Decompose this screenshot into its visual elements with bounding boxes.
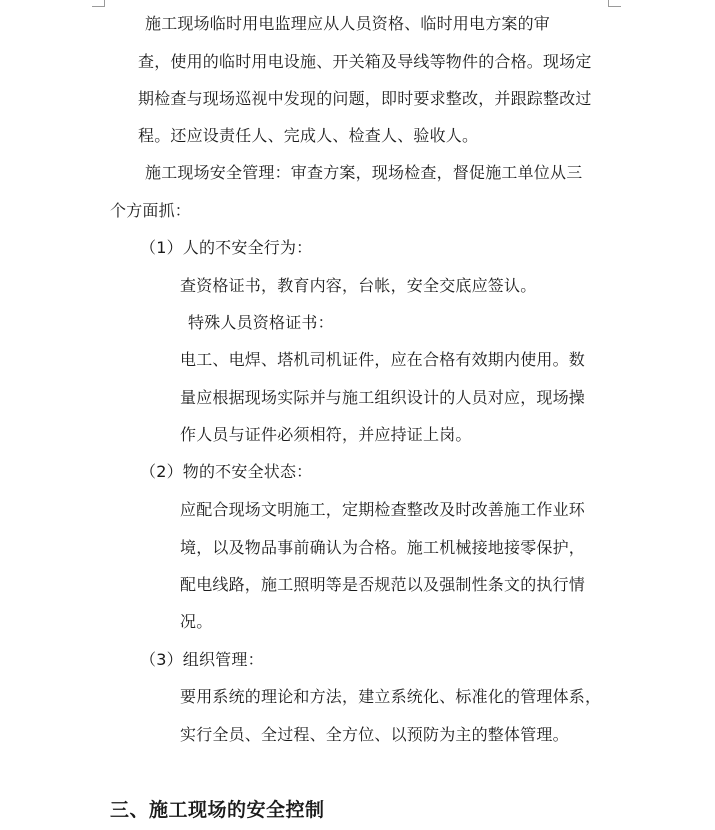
page-corner-mark-left [92, 0, 105, 7]
list-item-2-title: （2）物的不安全状态： [140, 462, 313, 481]
list-item-3-title: （3）组织管理： [140, 650, 264, 669]
list-item-1-title: （1）人的不安全行为： [140, 238, 313, 257]
list-item-2-text-4: 况。 [180, 612, 213, 631]
paragraph-line-1: 施工现场临时用电监理应从人员资格、临时用电方案的审 [145, 14, 551, 33]
list-item-1-text-1: 查资格证书，教育内容，台帐，安全交底应签认。 [180, 276, 537, 295]
list-item-3-text-1: 要用系统的理论和方法，建立系统化、标准化的管理体系， [180, 687, 602, 706]
list-item-1-text-5: 作人员与证件必须相符，并应持证上岗。 [180, 425, 472, 444]
section-heading: 三、施工现场的安全控制 [110, 799, 325, 821]
list-item-2-text-1: 应配合现场文明施工，定期检查整改及时改善施工作业环 [180, 500, 586, 519]
list-item-2-text-3: 配电线路，施工照明等是否规范以及强制性条文的执行情 [180, 575, 586, 594]
list-item-2-text-2: 境，以及物品事前确认为合格。施工机械接地接零保护， [180, 538, 586, 557]
page-corner-mark-right [608, 0, 621, 7]
paragraph-line-5: 施工现场安全管理：审查方案，现场检查，督促施工单位从三 [145, 163, 583, 182]
list-item-3-text-2: 实行全员、全过程、全方位、以预防为主的整体管理。 [180, 725, 569, 744]
list-item-1-text-4: 量应根据现场实际并与施工组织设计的人员对应，现场操 [180, 388, 586, 407]
list-item-1-text-3: 电工、电焊、塔机司机证件，应在合格有效期内使用。数 [180, 350, 586, 369]
paragraph-line-2: 查，使用的临时用电设施、开关箱及导线等物件的合格。现场定 [138, 52, 592, 71]
paragraph-line-3: 期检查与现场巡视中发现的问题，即时要求整改，并跟踪整改过 [138, 89, 592, 108]
list-item-1-text-2: 特殊人员资格证书： [188, 313, 334, 332]
paragraph-line-6: 个方面抓： [110, 201, 192, 220]
paragraph-line-4: 程。还应设责任人、完成人、检查人、验收人。 [138, 126, 479, 145]
